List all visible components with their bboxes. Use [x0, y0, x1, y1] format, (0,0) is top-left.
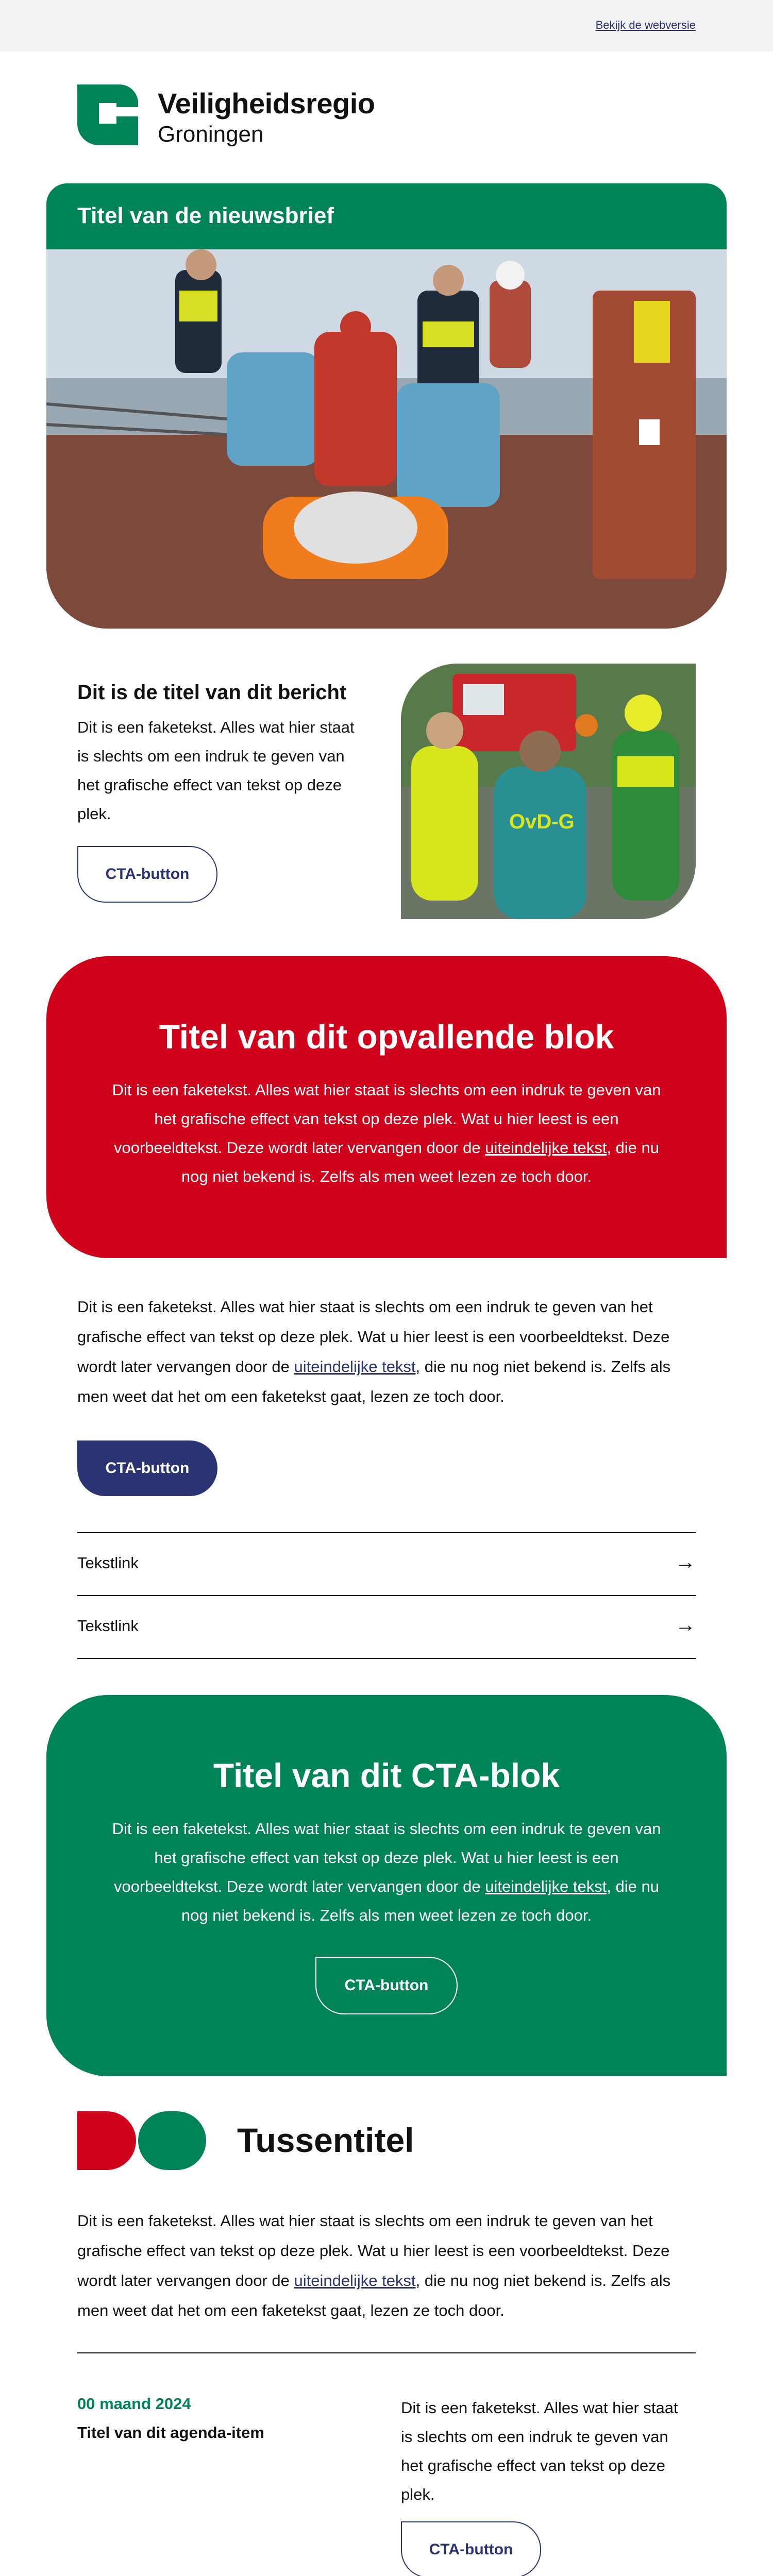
body-text-1 — [77, 1292, 696, 1412]
article-text: Dit is een faketekst. Alles wat hier staat is slechts om een indruk te geven van het grafische effect van tekst op deze plek. — [77, 718, 355, 823]
agenda-text: Dit is een faketekst. Alles wat hier staat is slechts om een indruk te geven van het grafische effect van tekst op deze plek. — [401, 2399, 678, 2503]
highlight-text — [108, 1076, 665, 1191]
highlight-block — [46, 956, 727, 1258]
section-decoration-icon — [77, 2111, 206, 2170]
cta-block-text-before: Dit is een faketekst. Alles wat hier staat is slechts om een indruk te geven van het grafische effect van tekst op deze plek. Wat u hier leest is een voorbeeldtekst. Deze wordt later vervangen door de — [112, 1820, 661, 1895]
newsletter-title-bar — [46, 183, 727, 249]
section-text-after: , die nu nog niet bekend is. Zelfs als men weet dat het om een faketekst gaat, lezen ze toch door. — [77, 2272, 671, 2319]
hero-illustration — [46, 249, 727, 629]
article-cta-button[interactable]: CTA-button — [77, 846, 217, 903]
section-subtitle: Tussentitel — [237, 2121, 414, 2159]
cta-block-link[interactable]: uiteindelijke tekst — [485, 1877, 607, 1895]
cta-block-button[interactable]: CTA-button — [315, 1957, 458, 2014]
article-title: Dit is de titel van dit bericht — [77, 681, 347, 704]
highlight-title: Titel van dit opvallende blok — [159, 1018, 614, 1056]
section-divider — [77, 2352, 696, 2353]
body1-text-before: Dit is een faketekst. Alles wat hier staat is slechts om een indruk te geven van het grafische effect van tekst op deze plek. Wat u hier leest is een voorbeeldtekst. Deze wordt later vervangen door de — [77, 1298, 670, 1376]
highlight-link[interactable]: uiteindelijke tekst — [485, 1139, 607, 1157]
agenda-title: Titel van dit agenda-item — [77, 2424, 264, 2442]
textlink-1[interactable] — [77, 1532, 696, 1595]
body1-link[interactable]: uiteindelijke tekst — [294, 1358, 416, 1376]
highlight-text-after: , die nu nog niet bekend is. Zelfs als men weet lezen ze toch door. — [181, 1139, 660, 1185]
article-illustration — [401, 664, 696, 919]
section-link[interactable]: uiteindelijke tekst — [294, 2272, 416, 2290]
textlink-2[interactable] — [77, 1595, 696, 1658]
article-image — [401, 664, 696, 919]
section-text — [77, 2206, 696, 2326]
highlight-text-before: Dit is een faketekst. Alles wat hier staat is slechts om een indruk te geven van het grafische effect van tekst op deze plek. Wat u hier leest is een voorbeeldtekst. Deze wordt later vervangen door de — [112, 1081, 661, 1157]
arrow-right-icon: → — [675, 1551, 696, 1573]
textlinks-divider — [77, 1658, 696, 1659]
logo-subtitle: Groningen — [158, 122, 264, 147]
section-text-before: Dit is een faketekst. Alles wat hier staat is slechts om een indruk te geven van het grafische effect van tekst op deze plek. Wat u hier leest is een voorbeeldtekst. Deze wordt later vervangen door de — [77, 2212, 670, 2290]
hero-image — [46, 249, 727, 629]
cta-block-title: Titel van dit CTA-blok — [213, 1756, 560, 1794]
newsletter-title: Titel van de nieuwsbrief — [77, 203, 334, 228]
logo-title: Veiligheidsregio — [158, 87, 375, 120]
cta-block — [46, 1695, 727, 2076]
body1-text-after: , die nu nog niet bekend is. Zelfs als men weet dat het om een faketekst gaat, lezen ze toch door. — [77, 1358, 671, 1405]
agenda-cta-button[interactable]: CTA-button — [401, 2521, 541, 2576]
svg-text:OvD-G: OvD-G — [509, 810, 575, 833]
web-version-link[interactable]: Bekijk de webversie — [595, 19, 696, 31]
textlink-2-label: Tekstlink — [77, 1617, 139, 1635]
vrg-logo-icon — [77, 84, 138, 145]
body1-cta-button[interactable]: CTA-button — [77, 1440, 217, 1496]
arrow-right-icon: → — [675, 1614, 696, 1636]
cta-block-text-after: , die nu nog niet bekend is. Zelfs als men weet lezen ze toch door. — [181, 1877, 660, 1924]
cta-block-text — [108, 1815, 665, 1930]
agenda-date: 00 maand 2024 — [77, 2395, 191, 2413]
textlink-1-label: Tekstlink — [77, 1554, 139, 1572]
